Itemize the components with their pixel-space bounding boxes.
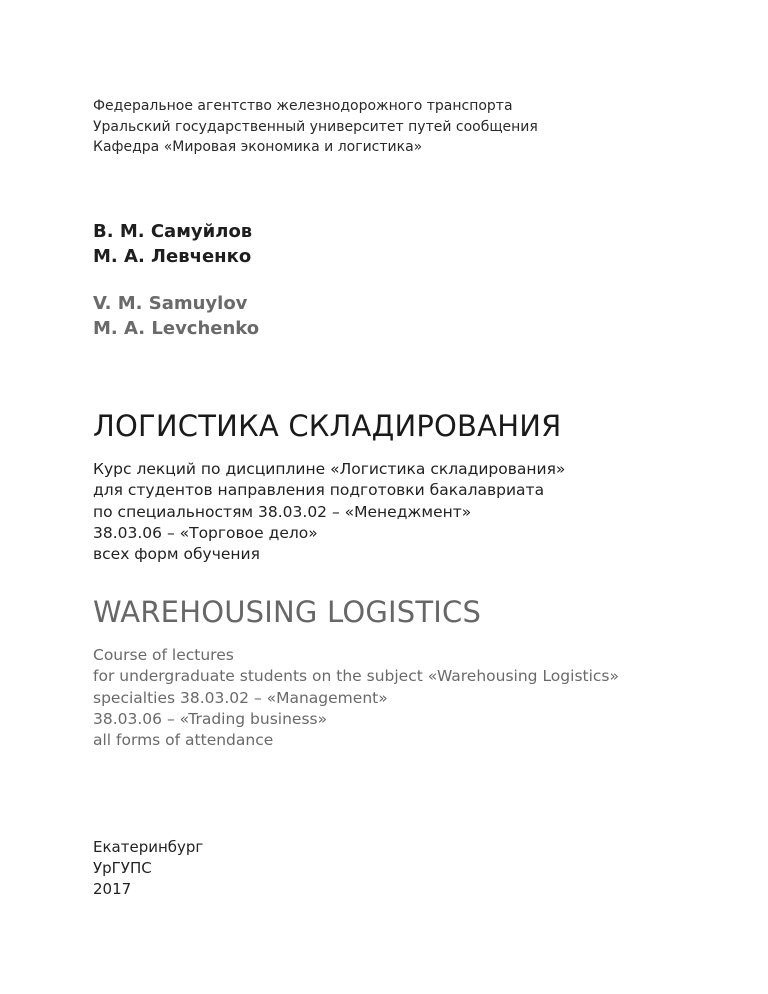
title-en-text: WAREHOUSING LOGISTICS [93,595,482,629]
department-name: Кафедра «Мировая экономика и логистика» [93,139,423,155]
agency-name: Федеральное агентство железнодорожного транспорта [93,98,513,114]
description-ru-line: 38.03.06 – «Торговое дело» [93,523,318,542]
institution-header [93,96,728,158]
description-en-line: for undergraduate students on the subject «Warehousing Logistics» [93,667,619,686]
description-russian [93,459,728,565]
imprint [93,837,728,900]
imprint-year: 2017 [93,880,132,898]
title-ru-text: ЛОГИСТИКА СКЛАДИРОВАНИЯ [93,409,562,443]
description-en-line: Course of lectures [93,646,234,664]
title-russian [93,408,728,444]
imprint-publisher: УрГУПС [93,859,152,877]
author-1-en: V. M. Samuylov [93,293,248,314]
description-ru-line: Курс лекций по дисциплине «Логистика складирования» [93,460,566,478]
university-name: Уральский государственный университет путей сообщения [93,118,538,135]
author-2-en: M. A. Levchenko [93,318,260,339]
description-en-line: all forms of attendance [93,731,274,750]
author-1-ru: В. М. Самуйлов [93,221,253,242]
title-english [93,594,728,630]
author-2-ru: М. А. Левченко [93,246,252,267]
authors-english [93,291,728,341]
imprint-city: Екатеринбург [93,838,204,856]
description-en-line: specialties 38.03.02 – «Management» [93,688,388,707]
description-ru-line: по специальностям 38.03.02 – «Менеджмент» [93,502,472,521]
description-en-line: 38.03.06 – «Trading business» [93,709,328,728]
description-ru-line: для студентов направления подготовки бакалавриата [93,481,545,500]
authors-russian [93,219,728,269]
description-ru-line: всех форм обучения [93,545,260,564]
description-english [93,645,728,751]
